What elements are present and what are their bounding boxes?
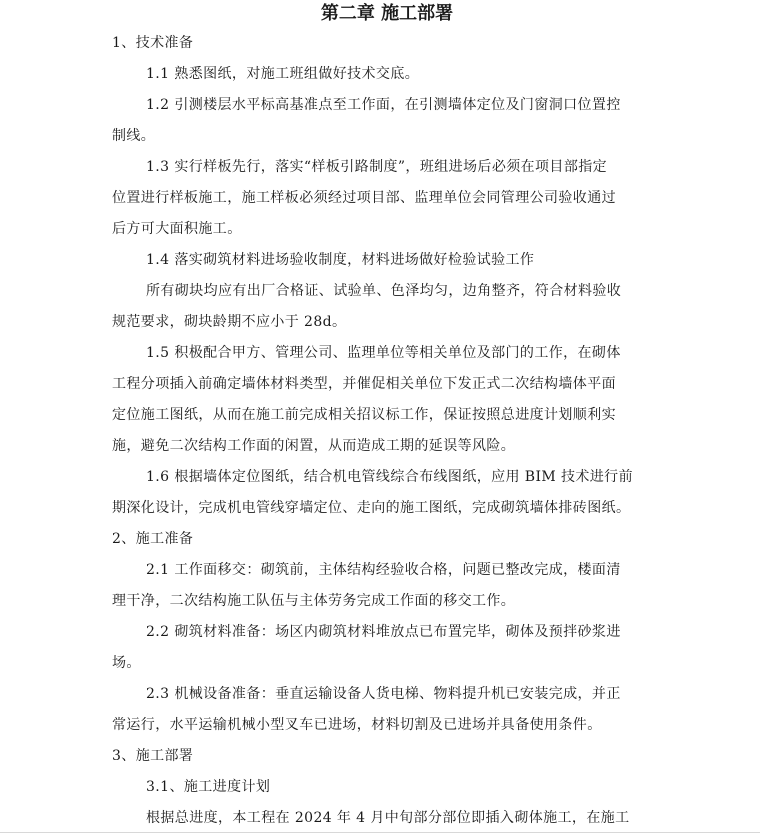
paragraph-line: 场。 [112,655,141,671]
paragraph-line: 1.6 根据墙体定位图纸，结合机电管线综合布线图纸，应用 BIM 技术进行前 [146,469,633,485]
paragraph-line: 3.1、施工进度计划 [146,779,271,795]
section-heading: 3、施工部署 [112,748,194,764]
paragraph-line: 制线。 [112,128,156,144]
paragraph-line: 规范要求，砌块龄期不应小于 28d。 [112,314,347,330]
paragraph-line: 所有砌块均应有出厂合格证、试验单、色泽均匀，边角整齐，符合材料验收 [146,283,622,299]
paragraph-line: 后方可大面积施工。 [112,221,242,237]
paragraph-line: 2.1 工作面移交：砌筑前，主体结构经验收合格，问题已整改完成，楼面清 [146,562,621,578]
paragraph-line: 1.4 落实砌筑材料进场验收制度，材料进场做好检验试验工作 [146,252,535,268]
section-heading: 2、施工准备 [112,531,194,547]
paragraph-line: 1.5 积极配合甲方、管理公司、监理单位等相关单位及部门的工作，在砌体 [146,345,621,361]
paragraph-line: 期深化设计，完成机电管线穿墙定位、走向的施工图纸，完成砌筑墙体排砖图纸。 [112,500,631,516]
paragraph-line: 1.1 熟悉图纸，对施工班组做好技术交底。 [146,66,420,82]
paragraph-line: 理干净，二次结构施工队伍与主体劳务完成工作面的移交工作。 [112,593,516,609]
paragraph-line: 常运行，水平运输机械小型叉车已进场，材料切割及已进场并具备使用条件。 [112,717,602,733]
paragraph-line: 2.2 砌筑材料准备：场区内砌筑材料堆放点已布置完毕，砌体及预拌砂浆进 [146,624,621,640]
document-body [112,28,650,834]
paragraph-line: 位置进行样板施工，施工样板必须经过项目部、监理单位会同管理公司验收通过 [112,190,616,206]
paragraph-line: 1.2 引测楼层水平标高基准点至工作面，在引测墙体定位及门窗洞口位置控 [146,97,621,113]
paragraph-line: 2.3 机械设备准备：垂直运输设备人货电梯、物料提升机已安装完成，并正 [146,686,621,702]
paragraph-line: 1.3 实行样板先行，落实“样板引路制度”，班组进场后必须在项目部指定 [146,159,608,175]
paragraph-line: 根据总进度，本工程在 2024 年 4 月中旬部分部位即插入砌体施工，在施工 [146,810,630,826]
paragraph-line: 施，避免二次结构工作面的闲置，从而造成工期的延误等风险。 [112,438,516,454]
page-title: 第二章 施工部署 [320,3,454,24]
paragraph-line: 工程分项插入前确定墙体材料类型，并催促相关单位下发正式二次结构墙体平面 [112,376,616,392]
paragraph-line: 定位施工图纸，从而在施工前完成相关招议标工作，保证按照总进度计划顺利实 [112,407,616,423]
section-heading: 1、技术准备 [112,35,194,51]
